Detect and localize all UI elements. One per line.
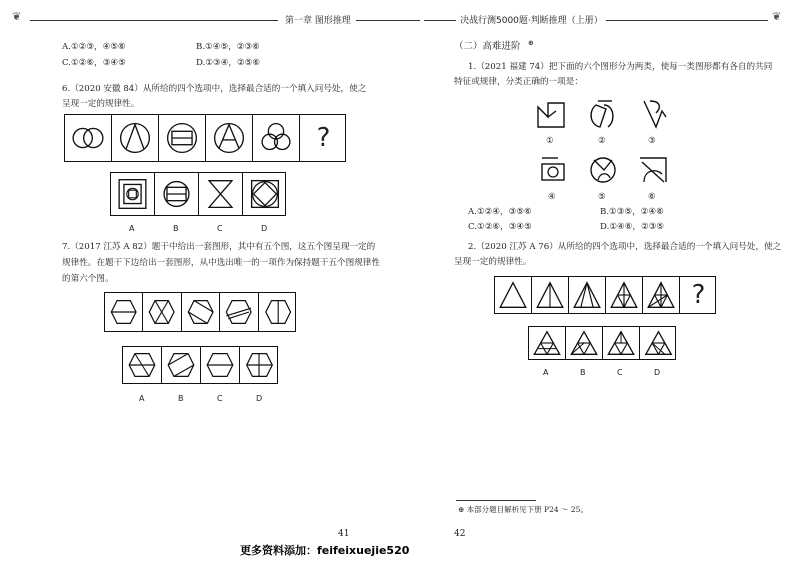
q6-option-c[interactable] [199,173,243,215]
q2-label-a: A [543,368,549,377]
q2-stem-3 [569,277,606,313]
q7-stem-5 [259,293,297,331]
q6-label-c: C [217,224,223,233]
q7-option-a[interactable] [123,347,162,383]
q2-stem-4 [606,277,643,313]
q6-stem-4 [206,115,253,161]
q7-text-line1: 7.（2017 江苏 A 82）题干中给出一套图形，其中有五个图，这五个图呈现一定的 [62,242,376,252]
prev-option-d: D.①③④，②⑤⑥ [196,58,261,68]
leaf-icon-left: ❦ [12,10,22,23]
q2-question-mark: ? [691,280,706,310]
header-right-title: 决战行测5000题·判断推理（上册） [460,16,603,26]
q1-option-b: B.①③⑤，②④⑥ [600,207,664,217]
q7-stem-2 [143,293,181,331]
q1-option-d: D.①④⑥，②③⑤ [600,222,665,232]
header-rule-right [606,20,768,21]
q7-stem-1 [105,293,143,331]
section-title: （二）高难进阶 [454,41,521,52]
q7-stem-4 [220,293,258,331]
q7-label-b: B [178,394,184,403]
q6-options-row [110,172,286,216]
q2-stem-5 [643,277,680,313]
left-page-number: 41 [338,529,350,539]
q7-label-a: A [139,394,145,403]
q1-option-a: A.①②④，③⑤⑥ [468,207,532,217]
q2-option-c[interactable] [603,327,640,359]
q7-stem-row [104,292,296,332]
q7-option-c[interactable] [201,347,240,383]
prev-option-a: A.①②③，④⑤⑥ [62,42,126,52]
q6-option-d[interactable] [243,173,287,215]
q6-text-line2: 呈现一定的规律性。 [62,99,140,109]
q2-option-b[interactable] [566,327,603,359]
q6-option-a[interactable] [111,173,155,215]
q6-label-a: A [129,224,135,233]
q6-stem-3 [159,115,206,161]
prev-option-b: B.①④⑤，②③⑥ [196,42,260,52]
header-rule-left [30,20,278,21]
q7-label-c: C [217,394,223,403]
right-page-number: 42 [454,529,466,539]
q7-stem-3 [182,293,220,331]
q2-text-line2: 呈现一定的规律性。 [454,257,532,267]
q7-option-d[interactable] [240,347,279,383]
q6-text-line1: 6.（2020 安徽 84）从所给的四个选项中，选择最合适的一个填入问号处，使之 [62,84,367,94]
q1-text-line1: 1.（2021 福建 74）把下面的六个图形分为两类，使每一类图形都有各自的共同 [468,62,773,72]
q2-stem-row [494,276,716,314]
q7-label-d: D [256,394,263,403]
q7-options-row [122,346,278,384]
header-rule-mid-left [356,20,420,21]
q6-label-d: D [261,224,268,233]
q6-label-b: B [173,224,179,233]
q1-fig-number-5: ⑤ [598,192,606,202]
q2-label-d: D [654,368,661,377]
q1-fig-number-6: ⑥ [648,192,656,202]
q2-label-c: C [617,368,623,377]
q7-option-b[interactable] [162,347,201,383]
q2-text-line1: 2.（2020 江苏 A 76）从所给的四个选项中，选择最合适的一个填入问号处，使之 [468,242,782,252]
q2-option-d[interactable] [640,327,677,359]
q6-stem-1 [65,115,112,161]
footnote-rule [456,500,536,501]
q1-fig-number-3: ③ [648,136,656,146]
q1-option-c: C.①②⑥，③④⑤ [468,222,532,232]
q6-stem-2 [112,115,159,161]
q2-option-a[interactable] [529,327,566,359]
q2-label-b: B [580,368,586,377]
q7-text-line3: 的第六个图。 [62,274,114,284]
q2-stem-2 [532,277,569,313]
q2-stem-1 [495,277,532,313]
q1-text-line2: 特征或规律，分类正确的一项是： [454,77,583,87]
q7-text-line2: 规律性。在题干下边给出一套图形，从中选出唯一的一项作为保持题干五个图规律性 [62,258,380,268]
q6-stem-row [64,114,346,162]
leaf-icon-right: ❦ [772,10,782,23]
q1-fig-number-1: ① [546,136,554,146]
q6-question-mark: ? [316,123,331,153]
q1-fig-number-4: ④ [548,192,556,202]
footer-contact: 更多资料添加：feifeixuejie520 [240,544,410,557]
q2-options-row [528,326,676,360]
section-note-mark: ⊕ [528,39,534,47]
q6-option-b[interactable] [155,173,199,215]
q6-stem-5 [253,115,300,161]
footnote: ⊕ 本部分题目解析见下册 P24 ～ 25。 [458,505,588,514]
header-left-title: 第一章 图形推理 [285,16,351,26]
q1-fig-number-2: ② [598,136,606,146]
header-rule-mid-right [424,20,456,21]
prev-option-c: C.①②⑥，③④⑤ [62,58,126,68]
